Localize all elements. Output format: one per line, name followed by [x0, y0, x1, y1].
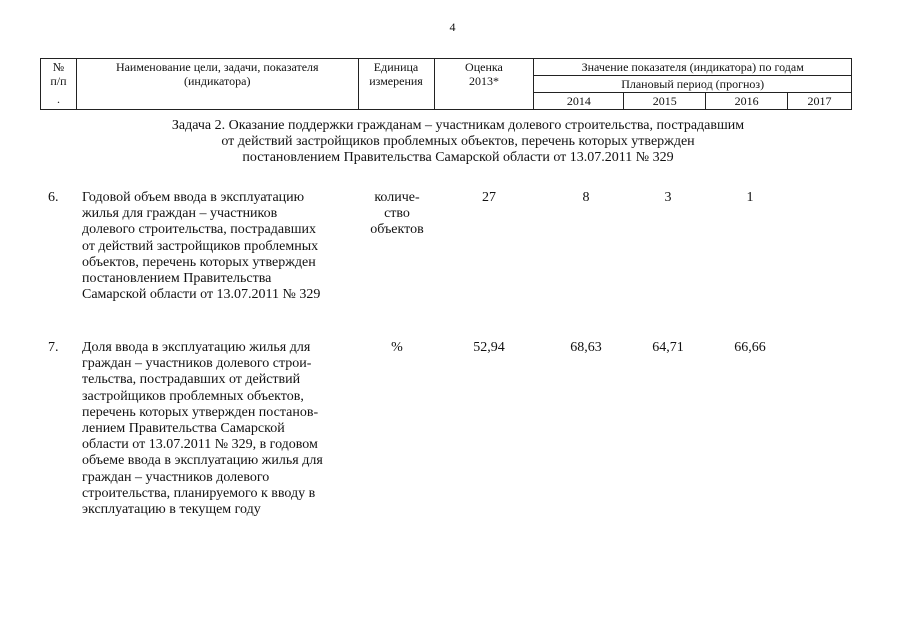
header-year-2016: 2016 [706, 93, 788, 110]
indicator-name: Годовой объем ввода в эксплуатацию жилья для граждан – участников долевого строительства, пострадавших от действий застройщиков проблемных объектов, перечень которых утвержден постановлением Правительства Самарской области от 13.07.2011 № 329 [82, 190, 321, 303]
page-number: 4 [449, 20, 456, 34]
value-2013: 52,94 [473, 340, 505, 355]
header-plan-cell: Плановый период (прогноз) [534, 76, 852, 93]
header-year-2015: 2015 [624, 93, 706, 110]
value-2014: 68,63 [570, 340, 602, 355]
header-number-cell: № п/п . [41, 59, 77, 110]
row-number: 6. [48, 190, 59, 205]
header-name-cell: Наименование цели, задачи, показателя (индикатора) [76, 59, 358, 110]
header-unit-cell: Единица измерения [358, 59, 434, 110]
task-heading: Задача 2. Оказание поддержки гражданам – участникам долевого строительства, пострадавшим от действий застройщиков проблемных объектов, перечень которых утвержден постановлением Правительства Самарской области от 13.07.2011 № 329 [171, 118, 745, 165]
header-year-2014: 2014 [534, 93, 624, 110]
indicator-unit: % [391, 340, 403, 355]
indicator-name: Доля ввода в эксплуатацию жилья для граждан – участников долевого строи- тельства, пострадавших от действий застройщиков проблемных объектов, перечень которых утвержден постанов- лением Правительства Самарской области от 13.07.2011 № 329, в годовом объеме ввода в эксплуатацию жилья для граждан – участников долевого строительства, планируемого к вводу в эксплуатацию в текущем году [82, 340, 323, 518]
value-2014: 8 [582, 190, 590, 205]
value-2015: 3 [664, 190, 672, 205]
value-2016: 66,66 [734, 340, 766, 355]
indicator-unit: количе- ство объектов [370, 190, 424, 238]
value-2015: 64,71 [652, 340, 684, 355]
value-2016: 1 [746, 190, 754, 205]
header-values-cell: Значение показателя (индикатора) по годам [534, 59, 852, 76]
row-number: 7. [48, 340, 59, 355]
header-year-2017: 2017 [788, 93, 852, 110]
header-estimate-cell: Оценка 2013* [434, 59, 534, 110]
table-header [40, 58, 852, 110]
value-2013: 27 [482, 190, 496, 205]
